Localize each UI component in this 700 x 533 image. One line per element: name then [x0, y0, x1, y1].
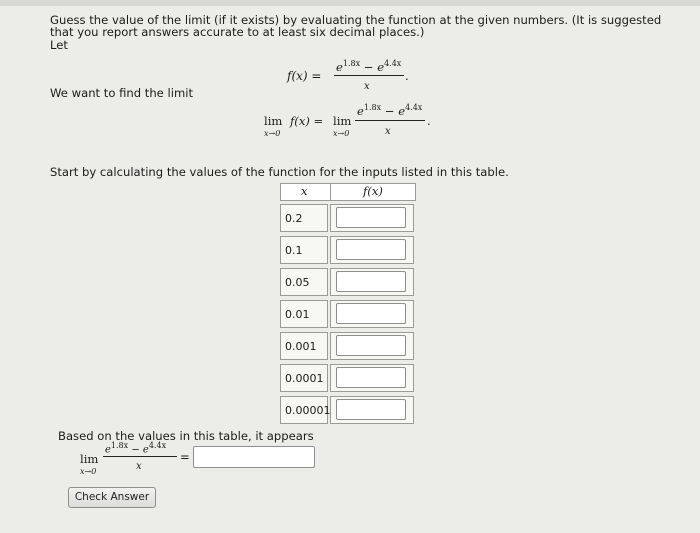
table-cell-x: 0.0001 — [280, 364, 328, 392]
limit-lim-2: lim — [333, 114, 352, 128]
limit-subscript-2: x→0 — [333, 129, 350, 138]
table-cell-fx — [330, 204, 414, 232]
table-cell-fx — [330, 364, 414, 392]
table-cell-fx — [330, 236, 414, 264]
table-cell-x: 0.001 — [280, 332, 328, 360]
fx-input-5[interactable] — [336, 335, 406, 356]
limit-answer-input[interactable] — [193, 446, 315, 468]
table-header-fx: f(x) — [330, 183, 416, 201]
function-fraction-bar — [334, 75, 404, 76]
conclusion-numerator: $e^{1.8x} - e^{4.4x}$ — [105, 441, 167, 456]
limit-fx: f(x) = — [290, 114, 324, 128]
function-lhs: f(x) = — [287, 69, 322, 83]
let-label: Let — [50, 38, 68, 52]
fx-input-4[interactable] — [336, 303, 406, 324]
table-cell-x: 0.05 — [280, 268, 328, 296]
table-cell-x: 0.01 — [280, 300, 328, 328]
top-divider — [0, 0, 700, 6]
limit-subscript: x→0 — [264, 129, 281, 138]
function-period: . — [405, 69, 409, 83]
conclusion-text: Based on the values in this table, it appears — [58, 429, 314, 443]
fx-input-1[interactable] — [336, 207, 406, 228]
table-cell-fx — [330, 332, 414, 360]
conclusion-subscript: x→0 — [80, 467, 97, 476]
function-denominator: x — [364, 81, 370, 92]
table-cell-x: 0.1 — [280, 236, 328, 264]
table-cell-fx — [330, 268, 414, 296]
fx-input-7[interactable] — [336, 399, 406, 420]
want-label: We want to find the limit — [50, 86, 194, 100]
question-line-1: Guess the value of the limit (if it exists) by evaluating the function at the given numbers. (It is suggested — [50, 13, 662, 27]
check-answer-button[interactable]: Check Answer — [68, 487, 156, 508]
table-cell-fx — [330, 396, 414, 424]
limit-denominator: x — [385, 126, 391, 137]
limit-lim: lim — [264, 114, 283, 128]
question-line-2: that you report answers accurate to at least six decimal places.) — [50, 25, 425, 39]
fx-input-3[interactable] — [336, 271, 406, 292]
table-cell-x: 0.2 — [280, 204, 328, 232]
table-intro: Start by calculating the values of the function for the inputs listed in this table. — [50, 165, 509, 179]
function-numerator: $e^{1.8x} - e^{4.4x}$ — [336, 59, 402, 74]
limit-numerator: $e^{1.8x} - e^{4.4x}$ — [357, 103, 423, 118]
table-header-x: x — [280, 183, 332, 201]
table-cell-fx — [330, 300, 414, 328]
conclusion-fraction-bar — [103, 456, 177, 457]
conclusion-lim: lim — [80, 452, 99, 466]
limit-fraction-bar — [355, 120, 425, 121]
limit-period: . — [427, 114, 431, 128]
conclusion-equals: = — [180, 450, 190, 464]
fx-input-6[interactable] — [336, 367, 406, 388]
table-cell-x: 0.00001 — [280, 396, 328, 424]
fx-input-2[interactable] — [336, 239, 406, 260]
conclusion-denominator: x — [136, 461, 142, 472]
